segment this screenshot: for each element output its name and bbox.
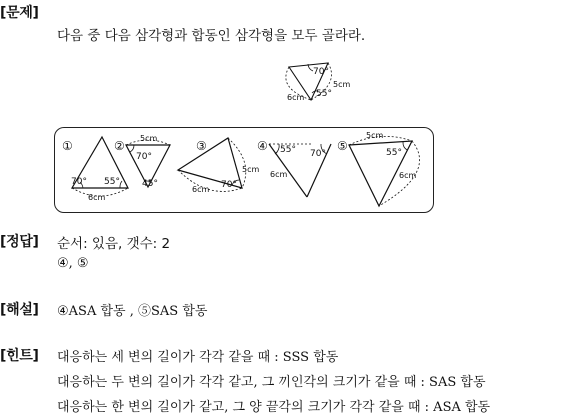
option-4-side: 6cm: [270, 170, 288, 179]
answer-tag: [정답]: [0, 234, 39, 250]
option-1-number: ①: [62, 139, 73, 153]
option-2-angle-45: 45°: [142, 179, 158, 189]
option-2-angle-70: 70°: [136, 152, 152, 162]
option-2-number: ②: [114, 139, 125, 153]
option-2-side: 5cm: [140, 134, 158, 143]
explanation-text: ④ASA 합동 , ⑤SAS 합동: [57, 304, 208, 319]
option-5-side-6cm: 6cm: [399, 171, 417, 180]
answer-line-1: 순서: 있음, 갯수: 2: [57, 236, 171, 252]
hint-line-2: 대응하는 두 변의 길이가 각각 같고, 그 끼인각의 크기가 같을 때 : SAS 합동: [57, 375, 486, 390]
option-3-side-5cm: 5cm: [242, 165, 260, 174]
hint-line-1: 대응하는 세 변의 길이가 각각 같을 때 : SSS 합동: [57, 350, 339, 365]
reference-triangle-figure: [280, 58, 360, 108]
answer-line-2: ④, ⑤: [57, 256, 89, 271]
option-5-angle-55: 55°: [386, 148, 402, 158]
question-text: 다음 중 다음 삼각형과 합동인 삼각형을 모두 골라라.: [57, 28, 366, 44]
option-1-angle-70: 70°: [71, 177, 87, 187]
explanation-tag: [해설]: [0, 302, 39, 318]
option-1-side: 6cm: [88, 193, 106, 202]
option-4-angle-55: 55°: [280, 145, 296, 155]
option-5-figure: [335, 128, 430, 210]
option-1-angle-55: 55°: [104, 177, 120, 187]
option-4-angle-70: 70°: [310, 149, 326, 159]
ref-angle-55: 55°: [316, 89, 332, 99]
problem-tag: [문제]: [0, 5, 39, 21]
option-5-side-5cm: 5cm: [366, 131, 384, 140]
ref-side-6cm: 6cm: [287, 93, 305, 102]
ref-angle-70: 70°: [313, 67, 329, 77]
option-4-number: ④: [257, 139, 268, 153]
option-3-number: ③: [196, 139, 207, 153]
ref-side-5cm: 5cm: [333, 80, 351, 89]
option-3-angle-70: 70°: [221, 180, 237, 190]
hint-tag: [힌트]: [0, 348, 39, 364]
option-3-side-6cm: 6cm: [192, 185, 210, 194]
hint-line-3: 대응하는 한 변의 길이가 같고, 그 양 끝각의 크기가 각각 같을 때 : ASA 합동: [57, 400, 491, 415]
option-5-number: ⑤: [337, 139, 348, 153]
option-3-figure: [172, 132, 260, 207]
option-4-figure: [255, 132, 335, 207]
